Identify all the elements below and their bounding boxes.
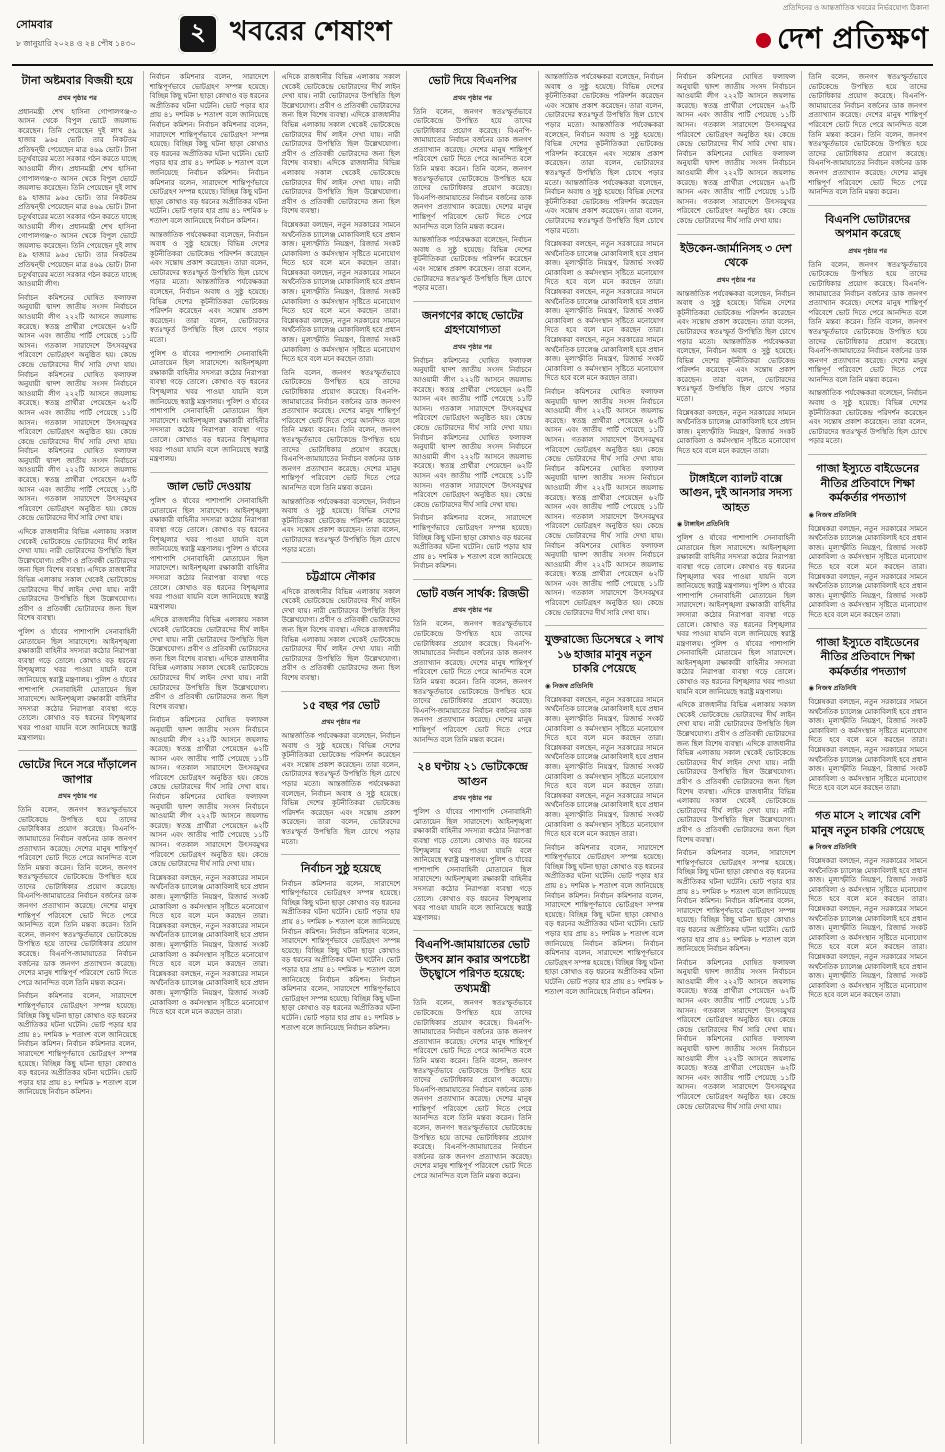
body-paragraph: তিনি বলেন, জনগণ স্বতঃস্ফূর্তভাবে ভোটকেন্দ্রে উপস্থিত হয়ে তাদের ভোটাধিকার প্রয়োগ করেছে। বিএনপি-জামায়াতের নির্বাচন বর্জনের ডাক জনগণ প্রত্যাখ্যান করেছে। দেশের মানুষ শান্তিপূর্ণ পরিবেশে ভোট দিতে পেরে আনন্দিত বলে তিনি মন্তব্য করেন। তিনি বলেন, জনগণ স্বতঃস্ফূর্তভাবে ভোটকেন্দ্রে উপস্থিত হয়ে তাদের ভোটাধিকার প্রয়োগ করেছে। বিএনপি-জামায়াতের নির্বাচন বর্জনের ডাক জনগণ প্রত্যাখ্যান করেছে। দেশের মানুষ শান্তিপূর্ণ পরিবেশে ভোট দিতে পেরে আনন্দিত বলে তিনি মন্তব্য করেন। তিনি বলেন, জনগণ স্বতঃস্ফূর্তভাবে ভোটকেন্দ্রে উপস্থিত হয়ে তাদের ভোটাধিকার প্রয়োগ করেছে। বিএনপি-জামায়াতের নির্বাচন বর্জনের ডাক জনগণ প্রত্যাখ্যান করেছে। দেশের মানুষ শান্তিপূর্ণ পরিবেশে ভোট দিতে পেরে আনন্দিত বলে তিনি মন্তব্য করেন। [18, 807, 137, 987]
article [150, 472, 269, 1018]
body-paragraph: প্রধানমন্ত্রী শেখ হাসিনা গোপালগঞ্জ-৩ আসন থেকে বিপুল ভোটে জয়লাভ করেছেন। তিনি পেয়েছেন দুই লাখ ৪৯ হাজার ৯৬৫ ভোট। তার নিকটতম প্রতিদ্বন্দ্বী পেয়েছেন মাত্র ৪৬৯ ভোট। টানা চতুর্থবারের মতো সরকার গঠন করতে যাচ্ছে আওয়ামী লীগ। প্রধানমন্ত্রী শেখ হাসিনা গোপালগঞ্জ-৩ আসন থেকে বিপুল ভোটে জয়লাভ করেছেন। তিনি পেয়েছেন দুই লাখ ৪৯ হাজার ৯৬৫ ভোট। তার নিকটতম প্রতিদ্বন্দ্বী পেয়েছেন মাত্র ৪৬৯ ভোট। টানা চতুর্থবারের মতো সরকার গঠন করতে যাচ্ছে আওয়ামী লীগ। প্রধানমন্ত্রী শেখ হাসিনা গোপালগঞ্জ-৩ আসন থেকে বিপুল ভোটে জয়লাভ করেছেন। তিনি পেয়েছেন দুই লাখ ৪৯ হাজার ৯৬৫ ভোট। তার নিকটতম প্রতিদ্বন্দ্বী পেয়েছেন মাত্র ৪৬৯ ভোট। টানা চতুর্থবারের মতো সরকার গঠন করতে যাচ্ছে আওয়ামী লীগ। [18, 108, 137, 289]
continued-from-page-one-label: প্রথম পৃষ্ঠার পর [57, 94, 97, 102]
article [808, 454, 927, 620]
article [808, 205, 927, 447]
article-headline: ইউকেন-জার্মানিসহ ৩ দেশ থেকে [680, 242, 792, 270]
masthead-logo-mark [756, 33, 771, 48]
body-paragraph: আন্তর্জাতিক পর্যবেক্ষকরা বলেছেন, নির্বাচন অবাধ ও সুষ্ঠু হয়েছে। বিভিন্ন দেশের কূটনীতিকরা ভোটকেন্দ্র পরিদর্শন করেছেন এবং সন্তোষ প্রকাশ করেছেন। তারা বলেন, ভোটারদের স্বতঃস্ফূর্ত উপস্থিতি ছিল চোখে পড়ার মতো। আন্তর্জাতিক পর্যবেক্ষকরা বলেছেন, নির্বাচন অবাধ ও সুষ্ঠু হয়েছে। বিভিন্ন দেশের কূটনীতিকরা ভোটকেন্দ্র পরিদর্শন করেছেন এবং সন্তোষ প্রকাশ করেছেন। তারা বলেন, ভোটারদের স্বতঃস্ফূর্ত উপস্থিতি ছিল চোখে পড়ার মতো। [676, 290, 796, 404]
article [281, 691, 400, 848]
body-paragraph: এদিকে রাজধানীর বিভিন্ন এলাকায় সকাল থেকেই ভোটকেন্দ্রে ভোটারদের দীর্ঘ লাইন দেখা যায়। নারী ভোটারদের উপস্থিতি ছিল উল্লেখযোগ্য। প্রবীণ ও প্রতিবন্ধী ভোটারদের জন্য ছিল বিশেষ ব্যবস্থা। এদিকে রাজধানীর বিভিন্ন এলাকায় সকাল থেকেই ভোটকেন্দ্রে ভোটারদের দীর্ঘ লাইন দেখা যায়। নারী ভোটারদের উপস্থিতি ছিল উল্লেখযোগ্য। প্রবীণ ও প্রতিবন্ধী ভোটারদের জন্য ছিল বিশেষ ব্যবস্থা। [149, 617, 269, 711]
body-paragraph: বিশ্লেষকরা বলছেন, নতুন সরকারের সামনে অর্থনৈতিক চ্যালেঞ্জ মোকাবিলাই হবে প্রধান কাজ। মূল্যস্ফীতি নিয়ন্ত্রণ, রিজার্ভ সংকট মোকাবিলা ও কর্মসংস্থান সৃষ্টিতে মনোযোগ দিতে হবে বলে মনে করছেন তারা। বিশ্লেষকরা বলছেন, নতুন সরকারের সামনে অর্থনৈতিক চ্যালেঞ্জ মোকাবিলাই হবে প্রধান কাজ। মূল্যস্ফীতি নিয়ন্ত্রণ, রিজার্ভ সংকট মোকাবিলা ও কর্মসংস্থান সৃষ্টিতে মনোযোগ দিতে হবে বলে মনে করছেন তারা। [808, 525, 928, 619]
body-paragraph: আন্তর্জাতিক পর্যবেক্ষকরা বলেছেন, নির্বাচন অবাধ ও সুষ্ঠু হয়েছে। বিভিন্ন দেশের কূটনীতিকরা ভোটকেন্দ্র পরিদর্শন করেছেন এবং সন্তোষ প্রকাশ করেছেন। তারা বলেন, ভোটারদের স্বতঃস্ফূর্ত উপস্থিতি ছিল চোখে পড়ার মতো। [281, 498, 401, 554]
article [545, 625, 664, 997]
body-paragraph: বিশ্লেষকরা বলছেন, নতুন সরকারের সামনে অর্থনৈতিক চ্যালেঞ্জ মোকাবিলাই হবে প্রধান কাজ। মূল্যস্ফীতি নিয়ন্ত্রণ, রিজার্ভ সংকট মোকাবিলা ও কর্মসংস্থান সৃষ্টিতে মনোযোগ দিতে হবে বলে মনে করছেন তারা। বিশ্লেষকরা বলছেন, নতুন সরকারের সামনে অর্থনৈতিক চ্যালেঞ্জ মোকাবিলাই হবে প্রধান কাজ। মূল্যস্ফীতি নিয়ন্ত্রণ, রিজার্ভ সংকট মোকাবিলা ও কর্মসংস্থান সৃষ্টিতে মনোযোগ দিতে হবে বলে মনে করছেন তারা। বিশ্লেষকরা বলছেন, নতুন সরকারের সামনে অর্থনৈতিক চ্যালেঞ্জ মোকাবিলাই হবে প্রধান কাজ। মূল্যস্ফীতি নিয়ন্ত্রণ, রিজার্ভ সংকট মোকাবিলা ও কর্মসংস্থান সৃষ্টিতে মনোযোগ দিতে হবে বলে মনে করছেন তারা। [544, 241, 664, 383]
continued-from-page-one-label: প্রথম পৃষ্ঠার পর [453, 795, 492, 803]
article [413, 752, 532, 923]
article [413, 930, 532, 1181]
body-paragraph: বিশ্লেষকরা বলছেন, নতুন সরকারের সামনে অর্থনৈতিক চ্যালেঞ্জ মোকাবিলাই হবে প্রধান কাজ। মূল্যস্ফীতি নিয়ন্ত্রণ, রিজার্ভ সংকট মোকাবিলা ও কর্মসংস্থান সৃষ্টিতে মনোযোগ দিতে হবে বলে মনে করছেন তারা। বিশ্লেষকরা বলছেন, নতুন সরকারের সামনে অর্থনৈতিক চ্যালেঞ্জ মোকাবিলাই হবে প্রধান কাজ। মূল্যস্ফীতি নিয়ন্ত্রণ, রিজার্ভ সংকট মোকাবিলা ও কর্মসংস্থান সৃষ্টিতে মনোযোগ দিতে হবে বলে মনে করছেন তারা। বিশ্লেষকরা বলছেন, নতুন সরকারের সামনে অর্থনৈতিক চ্যালেঞ্জ মোকাবিলাই হবে প্রধান কাজ। মূল্যস্ফীতি নিয়ন্ত্রণ, রিজার্ভ সংকট মোকাবিলা ও কর্মসংস্থান সৃষ্টিতে মনোযোগ দিতে হবে বলে মনে করছেন তারা। [544, 696, 664, 839]
continued-from-page-one-label: প্রথম পৃষ্ঠার পর [848, 247, 888, 255]
continued-from-page-one-label: প্রথম পৃষ্ঠার পর [453, 607, 492, 615]
column-4 [406, 71, 538, 1444]
column-1 [12, 71, 143, 1444]
body-paragraph: এদিকে রাজধানীর বিভিন্ন এলাকায় সকাল থেকেই ভোটকেন্দ্রে ভোটারদের দীর্ঘ লাইন দেখা যায়। নারী ভোটারদের উপস্থিতি ছিল উল্লেখযোগ্য। প্রবীণ ও প্রতিবন্ধী ভোটারদের জন্য ছিল বিশেষ ব্যবস্থা। এদিকে রাজধানীর বিভিন্ন এলাকায় সকাল থেকেই ভোটকেন্দ্রে ভোটারদের দীর্ঘ লাইন দেখা যায়। নারী ভোটারদের উপস্থিতি ছিল উল্লেখযোগ্য। প্রবীণ ও প্রতিবন্ধী ভোটারদের জন্য ছিল বিশেষ ব্যবস্থা। এদিকে রাজধানীর বিভিন্ন এলাকায় সকাল থেকেই ভোটকেন্দ্রে ভোটারদের দীর্ঘ লাইন দেখা যায়। নারী ভোটারদের উপস্থিতি ছিল উল্লেখযোগ্য। প্রবীণ ও প্রতিবন্ধী ভোটারদের জন্য ছিল বিশেষ ব্যবস্থা। [676, 702, 796, 844]
body-paragraph: নির্বাচন কমিশনার বলেন, সারাদেশে শান্তিপূর্ণভাবে ভোটগ্রহণ সম্পন্ন হয়েছে। বিচ্ছিন্ন কিছু ঘটনা ছাড়া কোথাও বড় ধরনের অপ্রীতিকর ঘটনা ঘটেনি। ভোট পড়ার হার প্রায় ৪১ দশমিক ৮ শতাংশ বলে জানিয়েছে নির্বাচন কমিশন। নির্বাচন কমিশনার বলেন, সারাদেশে শান্তিপূর্ণভাবে ভোটগ্রহণ সম্পন্ন হয়েছে। বিচ্ছিন্ন কিছু ঘটনা ছাড়া কোথাও বড় ধরনের অপ্রীতিকর ঘটনা ঘটেনি। ভোট পড়ার হার প্রায় ৪১ দশমিক ৮ শতাংশ বলে জানিয়েছে নির্বাচন কমিশন। নির্বাচন কমিশনার বলেন, সারাদেশে শান্তিপূর্ণভাবে ভোটগ্রহণ সম্পন্ন হয়েছে। বিচ্ছিন্ন কিছু ঘটনা ছাড়া কোথাও বড় ধরনের অপ্রীতিকর ঘটনা ঘটেনি। ভোট পড়ার হার প্রায় ৪১ দশমিক ৮ শতাংশ বলে জানিয়েছে নির্বাচন কমিশন। [281, 880, 401, 1032]
body-paragraph: আন্তর্জাতিক পর্যবেক্ষকরা বলেছেন, নির্বাচন অবাধ ও সুষ্ঠু হয়েছে। বিভিন্ন দেশের কূটনীতিকরা ভোটকেন্দ্র পরিদর্শন করেছেন এবং সন্তোষ প্রকাশ করেছেন। তারা বলেন, ভোটারদের স্বতঃস্ফূর্ত উপস্থিতি ছিল চোখে পড়ার মতো। [413, 237, 532, 293]
masthead-tagline: প্রতিদিনের ও আন্তর্জাতিক খবরের নির্ভরযোগ্য ঠিকানা [783, 5, 929, 12]
body-paragraph: বিশ্লেষকরা বলছেন, নতুন সরকারের সামনে অর্থনৈতিক চ্যালেঞ্জ মোকাবিলাই হবে প্রধান কাজ। মূল্যস্ফীতি নিয়ন্ত্রণ, রিজার্ভ সংকট মোকাবিলা ও কর্মসংস্থান সৃষ্টিতে মনোযোগ দিতে হবে বলে মনে করছেন তারা। বিশ্লেষকরা বলছেন, নতুন সরকারের সামনে অর্থনৈতিক চ্যালেঞ্জ মোকাবিলাই হবে প্রধান কাজ। মূল্যস্ফীতি নিয়ন্ত্রণ, রিজার্ভ সংকট মোকাবিলা ও কর্মসংস্থান সৃষ্টিতে মনোযোগ দিতে হবে বলে মনে করছেন তারা। বিশ্লেষকরা বলছেন, নতুন সরকারের সামনে অর্থনৈতিক চ্যালেঞ্জ মোকাবিলাই হবে প্রধান কাজ। মূল্যস্ফীতি নিয়ন্ত্রণ, রিজার্ভ সংকট মোকাবিলা ও কর্মসংস্থান সৃষ্টিতে মনোযোগ দিতে হবে বলে মনে করছেন তারা। [281, 221, 401, 364]
body-paragraph: এদিকে রাজধানীর বিভিন্ন এলাকায় সকাল থেকেই ভোটকেন্দ্রে ভোটারদের দীর্ঘ লাইন দেখা যায়। নারী ভোটারদের উপস্থিতি ছিল উল্লেখযোগ্য। প্রবীণ ও প্রতিবন্ধী ভোটারদের জন্য ছিল বিশেষ ব্যবস্থা। এদিকে রাজধানীর বিভিন্ন এলাকায় সকাল থেকেই ভোটকেন্দ্রে ভোটারদের দীর্ঘ লাইন দেখা যায়। নারী ভোটারদের উপস্থিতি ছিল উল্লেখযোগ্য। প্রবীণ ও প্রতিবন্ধী ভোটারদের জন্য ছিল বিশেষ ব্যবস্থা। [281, 588, 401, 682]
article-headline: গাজা ইস্যুতে বাইডেনের নীতির প্রতিবাদে শিক্ষা কর্মকর্তার পদত্যাগ [816, 636, 920, 678]
body-paragraph: বিশ্লেষকরা বলছেন, নতুন সরকারের সামনে অর্থনৈতিক চ্যালেঞ্জ মোকাবিলাই হবে প্রধান কাজ। মূল্যস্ফীতি নিয়ন্ত্রণ, রিজার্ভ সংকট মোকাবিলা ও কর্মসংস্থান সৃষ্টিতে মনোযোগ দিতে হবে বলে মনে করছেন তারা। [676, 409, 796, 456]
article-continuation [150, 73, 269, 465]
article-headline: ভোটের দিনে সরে দাঁড়ালেন জাপার [18, 759, 137, 786]
column-2 [143, 71, 275, 1444]
article-headline: নির্বাচন সুষ্ঠু হয়েছে [300, 863, 381, 876]
column-5 [538, 71, 670, 1444]
column-6 [670, 71, 802, 1444]
body-paragraph: পুলিশ ও র্যাবের পাশাপাশি সেনাবাহিনী মোতায়েন ছিল সারাদেশে। আইনশৃঙ্খলা রক্ষাকারী বাহিনীর সদস্যরা কঠোর নিরাপত্তা ব্যবস্থা গড়ে তোলে। কোথাও বড় ধরনের বিশৃঙ্খলার খবর পাওয়া যায়নি বলে জানিয়েছে স্বরাষ্ট্র মন্ত্রণালয়। পুলিশ ও র্যাবের পাশাপাশি সেনাবাহিনী মোতায়েন ছিল সারাদেশে। আইনশৃঙ্খলা রক্ষাকারী বাহিনীর সদস্যরা কঠোর নিরাপত্তা ব্যবস্থা গড়ে তোলে। কোথাও বড় ধরনের বিশৃঙ্খলার খবর পাওয়া যায়নি বলে জানিয়েছে স্বরাষ্ট্র মন্ত্রণালয়। [149, 350, 269, 464]
article-headline: যুক্তরাজ্যে ডিসেম্বরে ২ লাখ ১৬ হাজার মানুষ নতুন চাকরি পেয়েছে [544, 634, 664, 676]
article [281, 854, 400, 1033]
body-paragraph: নির্বাচন কমিশনের ঘোষিত ফলাফল অনুযায়ী দ্বাদশ জাতীয় সংসদ নির্বাচনে আওয়ামী লীগ ২২২টি আসনে জয়লাভ করেছে। স্বতন্ত্র প্রার্থীরা পেয়েছেন ৬২টি আসন এবং জাতীয় পার্টি পেয়েছে ১১টি আসন। গতকাল সারাদেশে উৎসবমুখর পরিবেশে ভোটগ্রহণ অনুষ্ঠিত হয়। কেন্দ্রে কেন্দ্রে ভোটারদের দীর্ঘ সারি দেখা যায়। নির্বাচন কমিশনের ঘোষিত ফলাফল অনুযায়ী দ্বাদশ জাতীয় সংসদ নির্বাচনে আওয়ামী লীগ ২২২টি আসনে জয়লাভ করেছে। স্বতন্ত্র প্রার্থীরা পেয়েছেন ৬২টি আসন এবং জাতীয় পার্টি পেয়েছে ১১টি আসন। গতকাল সারাদেশে উৎসবমুখর পরিবেশে ভোটগ্রহণ অনুষ্ঠিত হয়। কেন্দ্রে কেন্দ্রে ভোটারদের দীর্ঘ সারি দেখা যায়। [676, 959, 796, 1111]
article-headline: গাজা ইস্যুতে বাইডেনের নীতির প্রতিবাদে শিক্ষা কর্মকর্তার পদত্যাগ [816, 463, 920, 505]
body-paragraph: পুলিশ ও র্যাবের পাশাপাশি সেনাবাহিনী মোতায়েন ছিল সারাদেশে। আইনশৃঙ্খলা রক্ষাকারী বাহিনীর সদস্যরা কঠোর নিরাপত্তা ব্যবস্থা গড়ে তোলে। কোথাও বড় ধরনের বিশৃঙ্খলার খবর পাওয়া যায়নি বলে জানিয়েছে স্বরাষ্ট্র মন্ত্রণালয়। পুলিশ ও র্যাবের পাশাপাশি সেনাবাহিনী মোতায়েন ছিল সারাদেশে। আইনশৃঙ্খলা রক্ষাকারী বাহিনীর সদস্যরা কঠোর নিরাপত্তা ব্যবস্থা গড়ে তোলে। কোথাও বড় ধরনের বিশৃঙ্খলার খবর পাওয়া যায়নি বলে জানিয়েছে স্বরাষ্ট্র মন্ত্রণালয়। [149, 498, 269, 611]
body-paragraph: নির্বাচন কমিশনার বলেন, সারাদেশে শান্তিপূর্ণভাবে ভোটগ্রহণ সম্পন্ন হয়েছে। বিচ্ছিন্ন কিছু ঘটনা ছাড়া কোথাও বড় ধরনের অপ্রীতিকর ঘটনা ঘটেনি। ভোট পড়ার হার প্রায় ৪১ দশমিক ৮ শতাংশ বলে জানিয়েছে নির্বাচন কমিশন। নির্বাচন কমিশনার বলেন, সারাদেশে শান্তিপূর্ণভাবে ভোটগ্রহণ সম্পন্ন হয়েছে। বিচ্ছিন্ন কিছু ঘটনা ছাড়া কোথাও বড় ধরনের অপ্রীতিকর ঘটনা ঘটেনি। ভোট পড়ার হার প্রায় ৪১ দশমিক ৮ শতাংশ বলে জানিয়েছে নির্বাচন কমিশন। [676, 850, 796, 954]
body-paragraph: তিনি বলেন, জনগণ স্বতঃস্ফূর্তভাবে ভোটকেন্দ্রে উপস্থিত হয়ে তাদের ভোটাধিকার প্রয়োগ করেছে। বিএনপি-জামায়াতের নির্বাচন বর্জনের ডাক জনগণ প্রত্যাখ্যান করেছে। দেশের মানুষ শান্তিপূর্ণ পরিবেশে ভোট দিতে পেরে আনন্দিত বলে তিনি মন্তব্য করেন। তিনি বলেন, জনগণ স্বতঃস্ফূর্তভাবে ভোটকেন্দ্রে উপস্থিত হয়ে তাদের ভোটাধিকার প্রয়োগ করেছে। বিএনপি-জামায়াতের নির্বাচন বর্জনের ডাক জনগণ প্রত্যাখ্যান করেছে। দেশের মানুষ শান্তিপূর্ণ পরিবেশে ভোট দিতে পেরে আনন্দিত বলে তিনি মন্তব্য করেন। [281, 369, 401, 492]
article [413, 74, 532, 294]
body-paragraph: এদিকে রাজধানীর বিভিন্ন এলাকায় সকাল থেকেই ভোটকেন্দ্রে ভোটারদের দীর্ঘ লাইন দেখা যায়। নারী ভোটারদের উপস্থিতি ছিল উল্লেখযোগ্য। প্রবীণ ও প্রতিবন্ধী ভোটারদের জন্য ছিল বিশেষ ব্যবস্থা। এদিকে রাজধানীর বিভিন্ন এলাকায় সকাল থেকেই ভোটকেন্দ্রে ভোটারদের দীর্ঘ লাইন দেখা যায়। নারী ভোটারদের উপস্থিতি ছিল উল্লেখযোগ্য। প্রবীণ ও প্রতিবন্ধী ভোটারদের জন্য ছিল বিশেষ ব্যবস্থা। এদিকে রাজধানীর বিভিন্ন এলাকায় সকাল থেকেই ভোটকেন্দ্রে ভোটারদের দীর্ঘ লাইন দেখা যায়। নারী ভোটারদের উপস্থিতি ছিল উল্লেখযোগ্য। প্রবীণ ও প্রতিবন্ধী ভোটারদের জন্য ছিল বিশেষ ব্যবস্থা। [281, 74, 401, 216]
body-paragraph: নির্বাচন কমিশনার বলেন, সারাদেশে শান্তিপূর্ণভাবে ভোটগ্রহণ সম্পন্ন হয়েছে। বিচ্ছিন্ন কিছু ঘটনা ছাড়া কোথাও বড় ধরনের অপ্রীতিকর ঘটনা ঘটেনি। ভোট পড়ার হার প্রায় ৪১ দশমিক ৮ শতাংশ বলে জানিয়েছে নির্বাচন কমিশন। নির্বাচন কমিশনার বলেন, সারাদেশে শান্তিপূর্ণভাবে ভোটগ্রহণ সম্পন্ন হয়েছে। বিচ্ছিন্ন কিছু ঘটনা ছাড়া কোথাও বড় ধরনের অপ্রীতিকর ঘটনা ঘটেনি। ভোট পড়ার হার প্রায় ৪১ দশমিক ৮ শতাংশ বলে জানিয়েছে নির্বাচন কমিশন। নির্বাচন কমিশনার বলেন, সারাদেশে শান্তিপূর্ণভাবে ভোটগ্রহণ সম্পন্ন হয়েছে। বিচ্ছিন্ন কিছু ঘটনা ছাড়া কোথাও বড় ধরনের অপ্রীতিকর ঘটনা ঘটেনি। ভোট পড়ার হার প্রায় ৪১ দশমিক ৮ শতাংশ বলে জানিয়েছে নির্বাচন কমিশন। [544, 844, 664, 996]
article [677, 464, 796, 1113]
body-paragraph: নির্বাচন কমিশনার বলেন, সারাদেশে শান্তিপূর্ণভাবে ভোটগ্রহণ সম্পন্ন হয়েছে। বিচ্ছিন্ন কিছু ঘটনা ছাড়া কোথাও বড় ধরনের অপ্রীতিকর ঘটনা ঘটেনি। ভোট পড়ার হার প্রায় ৪১ দশমিক ৮ শতাংশ বলে জানিয়েছে নির্বাচন কমিশন। [413, 515, 532, 571]
article-continuation [808, 73, 927, 198]
article-headline: টানা অষ্টমবার বিজয়ী হয়ে [21, 75, 133, 87]
body-paragraph: নির্বাচন কমিশনের ঘোষিত ফলাফল অনুযায়ী দ্বাদশ জাতীয় সংসদ নির্বাচনে আওয়ামী লীগ ২২২টি আসনে জয়লাভ করেছে। স্বতন্ত্র প্রার্থীরা পেয়েছেন ৬২টি আসন এবং জাতীয় পার্টি পেয়েছে ১১টি আসন। গতকাল সারাদেশে উৎসবমুখর পরিবেশে ভোটগ্রহণ অনুষ্ঠিত হয়। কেন্দ্রে কেন্দ্রে ভোটারদের দীর্ঘ সারি দেখা যায়। নির্বাচন কমিশনের ঘোষিত ফলাফল অনুযায়ী দ্বাদশ জাতীয় সংসদ নির্বাচনে আওয়ামী লীগ ২২২টি আসনে জয়লাভ করেছে। স্বতন্ত্র প্রার্থীরা পেয়েছেন ৬২টি আসন এবং জাতীয় পার্টি পেয়েছে ১১টি আসন। গতকাল সারাদেশে উৎসবমুখর পরিবেশে ভোটগ্রহণ অনুষ্ঠিত হয়। কেন্দ্রে কেন্দ্রে ভোটারদের দীর্ঘ সারি দেখা যায়। [413, 357, 532, 509]
body-paragraph: তিনি বলেন, জনগণ স্বতঃস্ফূর্তভাবে ভোটকেন্দ্রে উপস্থিত হয়ে তাদের ভোটাধিকার প্রয়োগ করেছে। বিএনপি-জামায়াতের নির্বাচন বর্জনের ডাক জনগণ প্রত্যাখ্যান করেছে। দেশের মানুষ শান্তিপূর্ণ পরিবেশে ভোট দিতে পেরে আনন্দিত বলে তিনি মন্তব্য করেন। তিনি বলেন, জনগণ স্বতঃস্ফূর্তভাবে ভোটকেন্দ্রে উপস্থিত হয়ে তাদের ভোটাধিকার প্রয়োগ করেছে। বিএনপি-জামায়াতের নির্বাচন বর্জনের ডাক জনগণ প্রত্যাখ্যান করেছে। দেশের মানুষ শান্তিপূর্ণ পরিবেশে ভোট দিতে পেরে আনন্দিত বলে তিনি মন্তব্য করেন। তিনি বলেন, জনগণ স্বতঃস্ফূর্তভাবে ভোটকেন্দ্রে উপস্থিত হয়ে তাদের ভোটাধিকার প্রয়োগ করেছে। বিএনপি-জামায়াতের নির্বাচন বর্জনের ডাক জনগণ প্রত্যাখ্যান করেছে। দেশের মানুষ শান্তিপূর্ণ পরিবেশে ভোট দিতে পেরে আনন্দিত বলে তিনি মন্তব্য করেন। [413, 1000, 532, 1181]
article-headline: টাঙ্গাইলে ব্যালট বাক্সে আগুন, দুই আনসার সদস্য আহত [679, 472, 793, 514]
article [281, 562, 400, 683]
body-paragraph: নির্বাচন কমিশনার বলেন, সারাদেশে শান্তিপূর্ণভাবে ভোটগ্রহণ সম্পন্ন হয়েছে। বিচ্ছিন্ন কিছু ঘটনা ছাড়া কোথাও বড় ধরনের অপ্রীতিকর ঘটনা ঘটেনি। ভোট পড়ার হার প্রায় ৪১ দশমিক ৮ শতাংশ বলে জানিয়েছে নির্বাচন কমিশন। নির্বাচন কমিশনার বলেন, সারাদেশে শান্তিপূর্ণভাবে ভোটগ্রহণ সম্পন্ন হয়েছে। বিচ্ছিন্ন কিছু ঘটনা ছাড়া কোথাও বড় ধরনের অপ্রীতিকর ঘটনা ঘটেনি। ভোট পড়ার হার প্রায় ৪১ দশমিক ৮ শতাংশ বলে জানিয়েছে নির্বাচন কমিশন। [18, 993, 137, 1097]
body-paragraph: আন্তর্জাতিক পর্যবেক্ষকরা বলেছেন, নির্বাচন অবাধ ও সুষ্ঠু হয়েছে। বিভিন্ন দেশের কূটনীতিকরা ভোটকেন্দ্র পরিদর্শন করেছেন এবং সন্তোষ প্রকাশ করেছেন। তারা বলেন, ভোটারদের স্বতঃস্ফূর্ত উপস্থিতি ছিল চোখে পড়ার মতো। আন্তর্জাতিক পর্যবেক্ষকরা বলেছেন, নির্বাচন অবাধ ও সুষ্ঠু হয়েছে। বিভিন্ন দেশের কূটনীতিকরা ভোটকেন্দ্র পরিদর্শন করেছেন এবং সন্তোষ প্রকাশ করেছেন। তারা বলেন, ভোটারদের স্বতঃস্ফূর্ত উপস্থিতি ছিল চোখে পড়ার মতো। [281, 733, 401, 846]
body-paragraph: এদিকে রাজধানীর বিভিন্ন এলাকায় সকাল থেকেই ভোটকেন্দ্রে ভোটারদের দীর্ঘ লাইন দেখা যায়। নারী ভোটারদের উপস্থিতি ছিল উল্লেখযোগ্য। প্রবীণ ও প্রতিবন্ধী ভোটারদের জন্য ছিল বিশেষ ব্যবস্থা। এদিকে রাজধানীর বিভিন্ন এলাকায় সকাল থেকেই ভোটকেন্দ্রে ভোটারদের দীর্ঘ লাইন দেখা যায়। নারী ভোটারদের উপস্থিতি ছিল উল্লেখযোগ্য। প্রবীণ ও প্রতিবন্ধী ভোটারদের জন্য ছিল বিশেষ ব্যবস্থা। [18, 529, 137, 623]
body-paragraph: পুলিশ ও র্যাবের পাশাপাশি সেনাবাহিনী মোতায়েন ছিল সারাদেশে। আইনশৃঙ্খলা রক্ষাকারী বাহিনীর সদস্যরা কঠোর নিরাপত্তা ব্যবস্থা গড়ে তোলে। কোথাও বড় ধরনের বিশৃঙ্খলার খবর পাওয়া যায়নি বলে জানিয়েছে স্বরাষ্ট্র মন্ত্রণালয়। পুলিশ ও র্যাবের পাশাপাশি সেনাবাহিনী মোতায়েন ছিল সারাদেশে। আইনশৃঙ্খলা রক্ষাকারী বাহিনীর সদস্যরা কঠোর নিরাপত্তা ব্যবস্থা গড়ে তোলে। কোথাও বড় ধরনের বিশৃঙ্খলার খবর পাওয়া যায়নি বলে জানিয়েছে স্বরাষ্ট্র মন্ত্রণালয়। [413, 809, 532, 922]
page-number-badge: ২ [178, 14, 218, 54]
continued-from-page-one-label: প্রথম পৃষ্ঠার পর [321, 719, 361, 727]
continued-from-page-one-label: প্রথম পৃষ্ঠার পর [453, 343, 492, 351]
article [677, 234, 796, 457]
article-headline: ১৫ বছর পর ভোট [301, 699, 380, 712]
article-headline: বিএনপি-জামায়াতের ভোট উৎসব ম্লান করার অপচেষ্টা উচ্ছ্বাসে পরিণত হয়েছে: তথ্যমন্ত্রী [415, 939, 530, 995]
body-paragraph: আন্তর্জাতিক পর্যবেক্ষকরা বলেছেন, নির্বাচন অবাধ ও সুষ্ঠু হয়েছে। বিভিন্ন দেশের কূটনীতিকরা ভোটকেন্দ্র পরিদর্শন করেছেন এবং সন্তোষ প্রকাশ করেছেন। তারা বলেন, ভোটারদের স্বতঃস্ফূর্ত উপস্থিতি ছিল চোখে পড়ার মতো। [808, 390, 928, 446]
byline: ◉ টাঙ্গাইল প্রতিনিধি [676, 521, 730, 529]
byline: ◉ নিজস্ব প্রতিনিধি [808, 685, 857, 693]
byline: ◉ নিজস্ব প্রতিনিধি [808, 511, 857, 519]
continued-from-page-one-label: প্রথম পৃষ্ঠার পর [57, 793, 97, 801]
continued-from-page-one-label: প্রথম পৃষ্ঠার পর [716, 276, 756, 284]
body-paragraph: নির্বাচন কমিশনের ঘোষিত ফলাফল অনুযায়ী দ্বাদশ জাতীয় সংসদ নির্বাচনে আওয়ামী লীগ ২২২টি আসনে জয়লাভ করেছে। স্বতন্ত্র প্রার্থীরা পেয়েছেন ৬২টি আসন এবং জাতীয় পার্টি পেয়েছে ১১টি আসন। গতকাল সারাদেশে উৎসবমুখর পরিবেশে ভোটগ্রহণ অনুষ্ঠিত হয়। কেন্দ্রে কেন্দ্রে ভোটারদের দীর্ঘ সারি দেখা যায়। নির্বাচন কমিশনের ঘোষিত ফলাফল অনুযায়ী দ্বাদশ জাতীয় সংসদ নির্বাচনে আওয়ামী লীগ ২২২টি আসনে জয়লাভ করেছে। স্বতন্ত্র প্রার্থীরা পেয়েছেন ৬২টি আসন এবং জাতীয় পার্টি পেয়েছে ১১টি আসন। গতকাল সারাদেশে উৎসবমুখর পরিবেশে ভোটগ্রহণ অনুষ্ঠিত হয়। কেন্দ্রে কেন্দ্রে ভোটারদের দীর্ঘ সারি দেখা যায়। নির্বাচন কমিশনের ঘোষিত ফলাফল অনুযায়ী দ্বাদশ জাতীয় সংসদ নির্বাচনে আওয়ামী লীগ ২২২টি আসনে জয়লাভ করেছে। স্বতন্ত্র প্রার্থীরা পেয়েছেন ৬২টি আসন এবং জাতীয় পার্টি পেয়েছে ১১টি আসন। গতকাল সারাদেশে উৎসবমুখর পরিবেশে ভোটগ্রহণ অনুষ্ঠিত হয়। কেন্দ্রে কেন্দ্রে ভোটারদের দীর্ঘ সারি দেখা যায়। [544, 389, 664, 617]
body-paragraph: নির্বাচন কমিশনার বলেন, সারাদেশে শান্তিপূর্ণভাবে ভোটগ্রহণ সম্পন্ন হয়েছে। বিচ্ছিন্ন কিছু ঘটনা ছাড়া কোথাও বড় ধরনের অপ্রীতিকর ঘটনা ঘটেনি। ভোট পড়ার হার প্রায় ৪১ দশমিক ৮ শতাংশ বলে জানিয়েছে নির্বাচন কমিশন। নির্বাচন কমিশনার বলেন, সারাদেশে শান্তিপূর্ণভাবে ভোটগ্রহণ সম্পন্ন হয়েছে। বিচ্ছিন্ন কিছু ঘটনা ছাড়া কোথাও বড় ধরনের অপ্রীতিকর ঘটনা ঘটেনি। ভোট পড়ার হার প্রায় ৪১ দশমিক ৮ শতাংশ বলে জানিয়েছে নির্বাচন কমিশন। নির্বাচন কমিশনার বলেন, সারাদেশে শান্তিপূর্ণভাবে ভোটগ্রহণ সম্পন্ন হয়েছে। বিচ্ছিন্ন কিছু ঘটনা ছাড়া কোথাও বড় ধরনের অপ্রীতিকর ঘটনা ঘটেনি। ভোট পড়ার হার প্রায় ৪১ দশমিক ৮ শতাংশ বলে জানিয়েছে নির্বাচন কমিশন। [149, 74, 269, 225]
article-continuation [677, 73, 796, 227]
masthead-name: দেশ প্রতিক্ষণ [777, 23, 929, 55]
article [413, 579, 532, 745]
body-paragraph: তিনি বলেন, জনগণ স্বতঃস্ফূর্তভাবে ভোটকেন্দ্রে উপস্থিত হয়ে তাদের ভোটাধিকার প্রয়োগ করেছে। বিএনপি-জামায়াতের নির্বাচন বর্জনের ডাক জনগণ প্রত্যাখ্যান করেছে। দেশের মানুষ শান্তিপূর্ণ পরিবেশে ভোট দিতে পেরে আনন্দিত বলে তিনি মন্তব্য করেন। তিনি বলেন, জনগণ স্বতঃস্ফূর্তভাবে ভোটকেন্দ্রে উপস্থিত হয়ে তাদের ভোটাধিকার প্রয়োগ করেছে। বিএনপি-জামায়াতের নির্বাচন বর্জনের ডাক জনগণ প্রত্যাখ্যান করেছে। দেশের মানুষ শান্তিপূর্ণ পরিবেশে ভোট দিতে পেরে আনন্দিত বলে তিনি মন্তব্য করেন। [808, 261, 928, 384]
body-paragraph: বিশ্লেষকরা বলছেন, নতুন সরকারের সামনে অর্থনৈতিক চ্যালেঞ্জ মোকাবিলাই হবে প্রধান কাজ। মূল্যস্ফীতি নিয়ন্ত্রণ, রিজার্ভ সংকট মোকাবিলা ও কর্মসংস্থান সৃষ্টিতে মনোযোগ দিতে হবে বলে মনে করছেন তারা। বিশ্লেষকরা বলছেন, নতুন সরকারের সামনে অর্থনৈতিক চ্যালেঞ্জ মোকাবিলাই হবে প্রধান কাজ। মূল্যস্ফীতি নিয়ন্ত্রণ, রিজার্ভ সংকট মোকাবিলা ও কর্মসংস্থান সৃষ্টিতে মনোযোগ দিতে হবে বলে মনে করছেন তারা। [808, 699, 928, 793]
columns-area [12, 71, 933, 1444]
body-paragraph: তিনি বলেন, জনগণ স্বতঃস্ফূর্তভাবে ভোটকেন্দ্রে উপস্থিত হয়ে তাদের ভোটাধিকার প্রয়োগ করেছে। বিএনপি-জামায়াতের নির্বাচন বর্জনের ডাক জনগণ প্রত্যাখ্যান করেছে। দেশের মানুষ শান্তিপূর্ণ পরিবেশে ভোট দিতে পেরে আনন্দিত বলে তিনি মন্তব্য করেন। তিনি বলেন, জনগণ স্বতঃস্ফূর্তভাবে ভোটকেন্দ্রে উপস্থিত হয়ে তাদের ভোটাধিকার প্রয়োগ করেছে। বিএনপি-জামায়াতের নির্বাচন বর্জনের ডাক জনগণ প্রত্যাখ্যান করেছে। দেশের মানুষ শান্তিপূর্ণ পরিবেশে ভোট দিতে পেরে আনন্দিত বলে তিনি মন্তব্য করেন। [808, 74, 928, 197]
article-headline: ভোট বর্জন সার্থক: রিজভী [416, 587, 529, 600]
masthead-row [756, 16, 929, 65]
article-headline: জাল ভোট দেওয়ায় [167, 480, 251, 493]
article-continuation [545, 73, 664, 618]
masthead [756, 2, 929, 65]
body-paragraph: নির্বাচন কমিশনের ঘোষিত ফলাফল অনুযায়ী দ্বাদশ জাতীয় সংসদ নির্বাচনে আওয়ামী লীগ ২২২টি আসনে জয়লাভ করেছে। স্বতন্ত্র প্রার্থীরা পেয়েছেন ৬২টি আসন এবং জাতীয় পার্টি পেয়েছে ১১টি আসন। গতকাল সারাদেশে উৎসবমুখর পরিবেশে ভোটগ্রহণ অনুষ্ঠিত হয়। কেন্দ্রে কেন্দ্রে ভোটারদের দীর্ঘ সারি দেখা যায়। নির্বাচন কমিশনের ঘোষিত ফলাফল অনুযায়ী দ্বাদশ জাতীয় সংসদ নির্বাচনে আওয়ামী লীগ ২২২টি আসনে জয়লাভ করেছে। স্বতন্ত্র প্রার্থীরা পেয়েছেন ৬২টি আসন এবং জাতীয় পার্টি পেয়েছে ১১টি আসন। গতকাল সারাদেশে উৎসবমুখর পরিবেশে ভোটগ্রহণ অনুষ্ঠিত হয়। কেন্দ্রে কেন্দ্রে ভোটারদের দীর্ঘ সারি দেখা যায়। [676, 74, 796, 225]
body-paragraph: পুলিশ ও র্যাবের পাশাপাশি সেনাবাহিনী মোতায়েন ছিল সারাদেশে। আইনশৃঙ্খলা রক্ষাকারী বাহিনীর সদস্যরা কঠোর নিরাপত্তা ব্যবস্থা গড়ে তোলে। কোথাও বড় ধরনের বিশৃঙ্খলার খবর পাওয়া যায়নি বলে জানিয়েছে স্বরাষ্ট্র মন্ত্রণালয়। পুলিশ ও র্যাবের পাশাপাশি সেনাবাহিনী মোতায়েন ছিল সারাদেশে। আইনশৃঙ্খলা রক্ষাকারী বাহিনীর সদস্যরা কঠোর নিরাপত্তা ব্যবস্থা গড়ে তোলে। কোথাও বড় ধরনের বিশৃঙ্খলার খবর পাওয়া যায়নি বলে জানিয়েছে স্বরাষ্ট্র মন্ত্রণালয়। [18, 628, 137, 742]
body-paragraph: আন্তর্জাতিক পর্যবেক্ষকরা বলেছেন, নির্বাচন অবাধ ও সুষ্ঠু হয়েছে। বিভিন্ন দেশের কূটনীতিকরা ভোটকেন্দ্র পরিদর্শন করেছেন এবং সন্তোষ প্রকাশ করেছেন। তারা বলেন, ভোটারদের স্বতঃস্ফূর্ত উপস্থিতি ছিল চোখে পড়ার মতো। আন্তর্জাতিক পর্যবেক্ষকরা বলেছেন, নির্বাচন অবাধ ও সুষ্ঠু হয়েছে। বিভিন্ন দেশের কূটনীতিকরা ভোটকেন্দ্র পরিদর্শন করেছেন এবং সন্তোষ প্রকাশ করেছেন। তারা বলেন, ভোটারদের স্বতঃস্ফূর্ত উপস্থিতি ছিল চোখে পড়ার মতো। [149, 231, 269, 345]
section-title: খবরের শেষাংশ [230, 16, 393, 46]
day-date-block [16, 16, 166, 51]
byline: ◉ নিজস্ব প্রতিনিধি [544, 682, 594, 690]
body-paragraph: পুলিশ ও র্যাবের পাশাপাশি সেনাবাহিনী মোতায়েন ছিল সারাদেশে। আইনশৃঙ্খলা রক্ষাকারী বাহিনীর সদস্যরা কঠোর নিরাপত্তা ব্যবস্থা গড়ে তোলে। কোথাও বড় ধরনের বিশৃঙ্খলার খবর পাওয়া যায়নি বলে জানিয়েছে স্বরাষ্ট্র মন্ত্রণালয়। পুলিশ ও র্যাবের পাশাপাশি সেনাবাহিনী মোতায়েন ছিল সারাদেশে। আইনশৃঙ্খলা রক্ষাকারী বাহিনীর সদস্যরা কঠোর নিরাপত্তা ব্যবস্থা গড়ে তোলে। কোথাও বড় ধরনের বিশৃঙ্খলার খবর পাওয়া যায়নি বলে জানিয়েছে স্বরাষ্ট্র মন্ত্রণালয়। পুলিশ ও র্যাবের পাশাপাশি সেনাবাহিনী মোতায়েন ছিল সারাদেশে। আইনশৃঙ্খলা রক্ষাকারী বাহিনীর সদস্যরা কঠোর নিরাপত্তা ব্যবস্থা গড়ে তোলে। কোথাও বড় ধরনের বিশৃঙ্খলার খবর পাওয়া যায়নি বলে জানিয়েছে স্বরাষ্ট্র মন্ত্রণালয়। [676, 535, 796, 696]
article-headline: ভোট দিয়ে বিএনপির [428, 75, 517, 87]
byline: ◉ নিজস্ব প্রতিনিধি [808, 844, 857, 852]
article [18, 74, 137, 743]
body-paragraph: তিনি বলেন, জনগণ স্বতঃস্ফূর্তভাবে ভোটকেন্দ্রে উপস্থিত হয়ে তাদের ভোটাধিকার প্রয়োগ করেছে। বিএনপি-জামায়াতের নির্বাচন বর্জনের ডাক জনগণ প্রত্যাখ্যান করেছে। দেশের মানুষ শান্তিপূর্ণ পরিবেশে ভোট দিতে পেরে আনন্দিত বলে তিনি মন্তব্য করেন। তিনি বলেন, জনগণ স্বতঃস্ফূর্তভাবে ভোটকেন্দ্রে উপস্থিত হয়ে তাদের ভোটাধিকার প্রয়োগ করেছে। বিএনপি-জামায়াতের নির্বাচন বর্জনের ডাক জনগণ প্রত্যাখ্যান করেছে। দেশের মানুষ শান্তিপূর্ণ পরিবেশে ভোট দিতে পেরে আনন্দিত বলে তিনি মন্তব্য করেন। [413, 108, 532, 231]
body-paragraph: বিশ্লেষকরা বলছেন, নতুন সরকারের সামনে অর্থনৈতিক চ্যালেঞ্জ মোকাবিলাই হবে প্রধান কাজ। মূল্যস্ফীতি নিয়ন্ত্রণ, রিজার্ভ সংকট মোকাবিলা ও কর্মসংস্থান সৃষ্টিতে মনোযোগ দিতে হবে বলে মনে করছেন তারা। বিশ্লেষকরা বলছেন, নতুন সরকারের সামনে অর্থনৈতিক চ্যালেঞ্জ মোকাবিলাই হবে প্রধান কাজ। মূল্যস্ফীতি নিয়ন্ত্রণ, রিজার্ভ সংকট মোকাবিলা ও কর্মসংস্থান সৃষ্টিতে মনোযোগ দিতে হবে বলে মনে করছেন তারা। বিশ্লেষকরা বলছেন, নতুন সরকারের সামনে অর্থনৈতিক চ্যালেঞ্জ মোকাবিলাই হবে প্রধান কাজ। মূল্যস্ফীতি নিয়ন্ত্রণ, রিজার্ভ সংকট মোকাবিলা ও কর্মসংস্থান সৃষ্টিতে মনোযোগ দিতে হবে বলে মনে করছেন তারা। [149, 874, 269, 1017]
continued-from-page-one-label: প্রথম পৃষ্ঠার পর [453, 94, 492, 102]
column-3 [274, 71, 406, 1444]
page-header [12, 6, 933, 66]
article [413, 301, 532, 572]
article-continuation [281, 73, 400, 555]
body-paragraph: নির্বাচন কমিশনের ঘোষিত ফলাফল অনুযায়ী দ্বাদশ জাতীয় সংসদ নির্বাচনে আওয়ামী লীগ ২২২টি আসনে জয়লাভ করেছে। স্বতন্ত্র প্রার্থীরা পেয়েছেন ৬২টি আসন এবং জাতীয় পার্টি পেয়েছে ১১টি আসন। গতকাল সারাদেশে উৎসবমুখর পরিবেশে ভোটগ্রহণ অনুষ্ঠিত হয়। কেন্দ্রে কেন্দ্রে ভোটারদের দীর্ঘ সারি দেখা যায়। নির্বাচন কমিশনের ঘোষিত ফলাফল অনুযায়ী দ্বাদশ জাতীয় সংসদ নির্বাচনে আওয়ামী লীগ ২২২টি আসনে জয়লাভ করেছে। স্বতন্ত্র প্রার্থীরা পেয়েছেন ৬২টি আসন এবং জাতীয় পার্টি পেয়েছে ১১টি আসন। গতকাল সারাদেশে উৎসবমুখর পরিবেশে ভোটগ্রহণ অনুষ্ঠিত হয়। কেন্দ্রে কেন্দ্রে ভোটারদের দীর্ঘ সারি দেখা যায়। নির্বাচন কমিশনের ঘোষিত ফলাফল অনুযায়ী দ্বাদশ জাতীয় সংসদ নির্বাচনে আওয়ামী লীগ ২২২টি আসনে জয়লাভ করেছে। স্বতন্ত্র প্রার্থীরা পেয়েছেন ৬২টি আসন এবং জাতীয় পার্টি পেয়েছে ১১টি আসন। গতকাল সারাদেশে উৎসবমুখর পরিবেশে ভোটগ্রহণ অনুষ্ঠিত হয়। কেন্দ্রে কেন্দ্রে ভোটারদের দীর্ঘ সারি দেখা যায়। [18, 294, 137, 523]
body-paragraph: নির্বাচন কমিশনের ঘোষিত ফলাফল অনুযায়ী দ্বাদশ জাতীয় সংসদ নির্বাচনে আওয়ামী লীগ ২২২টি আসনে জয়লাভ করেছে। স্বতন্ত্র প্রার্থীরা পেয়েছেন ৬২টি আসন এবং জাতীয় পার্টি পেয়েছে ১১টি আসন। গতকাল সারাদেশে উৎসবমুখর পরিবেশে ভোটগ্রহণ অনুষ্ঠিত হয়। কেন্দ্রে কেন্দ্রে ভোটারদের দীর্ঘ সারি দেখা যায়। নির্বাচন কমিশনের ঘোষিত ফলাফল অনুযায়ী দ্বাদশ জাতীয় সংসদ নির্বাচনে আওয়ামী লীগ ২২২টি আসনে জয়লাভ করেছে। স্বতন্ত্র প্রার্থীরা পেয়েছেন ৬২টি আসন এবং জাতীয় পার্টি পেয়েছে ১১টি আসন। গতকাল সারাদেশে উৎসবমুখর পরিবেশে ভোটগ্রহণ অনুষ্ঠিত হয়। কেন্দ্রে কেন্দ্রে ভোটারদের দীর্ঘ সারি দেখা যায়। [149, 717, 269, 869]
article-headline: ২৪ ঘণ্টায় ২১ ভোটকেন্দ্রে আগুন [417, 761, 528, 788]
weekday-label: সোমবার [16, 19, 53, 31]
article [808, 801, 927, 1001]
article-headline: জনগণের কাছে ভোটের গ্রহণযোগ্যতা [421, 309, 524, 337]
article [808, 628, 927, 794]
body-paragraph: তিনি বলেন, জনগণ স্বতঃস্ফূর্তভাবে ভোটকেন্দ্রে উপস্থিত হয়ে তাদের ভোটাধিকার প্রয়োগ করেছে। বিএনপি-জামায়াতের নির্বাচন বর্জনের ডাক জনগণ প্রত্যাখ্যান করেছে। দেশের মানুষ শান্তিপূর্ণ পরিবেশে ভোট দিতে পেরে আনন্দিত বলে তিনি মন্তব্য করেন। তিনি বলেন, জনগণ স্বতঃস্ফূর্তভাবে ভোটকেন্দ্রে উপস্থিত হয়ে তাদের ভোটাধিকার প্রয়োগ করেছে। বিএনপি-জামায়াতের নির্বাচন বর্জনের ডাক জনগণ প্রত্যাখ্যান করেছে। দেশের মানুষ শান্তিপূর্ণ পরিবেশে ভোট দিতে পেরে আনন্দিত বলে তিনি মন্তব্য করেন। [413, 621, 532, 744]
body-paragraph: বিশ্লেষকরা বলছেন, নতুন সরকারের সামনে অর্থনৈতিক চ্যালেঞ্জ মোকাবিলাই হবে প্রধান কাজ। মূল্যস্ফীতি নিয়ন্ত্রণ, রিজার্ভ সংকট মোকাবিলা ও কর্মসংস্থান সৃষ্টিতে মনোযোগ দিতে হবে বলে মনে করছেন তারা। বিশ্লেষকরা বলছেন, নতুন সরকারের সামনে অর্থনৈতিক চ্যালেঞ্জ মোকাবিলাই হবে প্রধান কাজ। মূল্যস্ফীতি নিয়ন্ত্রণ, রিজার্ভ সংকট মোকাবিলা ও কর্মসংস্থান সৃষ্টিতে মনোযোগ দিতে হবে বলে মনে করছেন তারা। বিশ্লেষকরা বলছেন, নতুন সরকারের সামনে অর্থনৈতিক চ্যালেঞ্জ মোকাবিলাই হবে প্রধান কাজ। মূল্যস্ফীতি নিয়ন্ত্রণ, রিজার্ভ সংকট মোকাবিলা ও কর্মসংস্থান সৃষ্টিতে মনোযোগ দিতে হবে বলে মনে করছেন তারা। [808, 858, 928, 1000]
article-headline: গত মাসে ২ লাখের বেশি মানুষ নতুন চাকরি পেয়েছে [811, 810, 924, 837]
body-paragraph: আন্তর্জাতিক পর্যবেক্ষকরা বলেছেন, নির্বাচন অবাধ ও সুষ্ঠু হয়েছে। বিভিন্ন দেশের কূটনীতিকরা ভোটকেন্দ্র পরিদর্শন করেছেন এবং সন্তোষ প্রকাশ করেছেন। তারা বলেন, ভোটারদের স্বতঃস্ফূর্ত উপস্থিতি ছিল চোখে পড়ার মতো। আন্তর্জাতিক পর্যবেক্ষকরা বলেছেন, নির্বাচন অবাধ ও সুষ্ঠু হয়েছে। বিভিন্ন দেশের কূটনীতিকরা ভোটকেন্দ্র পরিদর্শন করেছেন এবং সন্তোষ প্রকাশ করেছেন। তারা বলেন, ভোটারদের স্বতঃস্ফূর্ত উপস্থিতি ছিল চোখে পড়ার মতো। আন্তর্জাতিক পর্যবেক্ষকরা বলেছেন, নির্বাচন অবাধ ও সুষ্ঠু হয়েছে। বিভিন্ন দেশের কূটনীতিকরা ভোটকেন্দ্র পরিদর্শন করেছেন এবং সন্তোষ প্রকাশ করেছেন। তারা বলেন, ভোটারদের স্বতঃস্ফূর্ত উপস্থিতি ছিল চোখে পড়ার মতো। [544, 74, 664, 235]
article [18, 750, 137, 1098]
article-headline: বিএনপি ভোটারদের অপমান করেছে [825, 213, 911, 241]
date-line: ৮ জানুয়ারি ২০২৪ ও ২৪ পৌষ ১৪৩০ [16, 39, 136, 48]
article-headline: চট্টগ্রামে নৌকার [306, 571, 376, 584]
column-7 [801, 71, 933, 1444]
